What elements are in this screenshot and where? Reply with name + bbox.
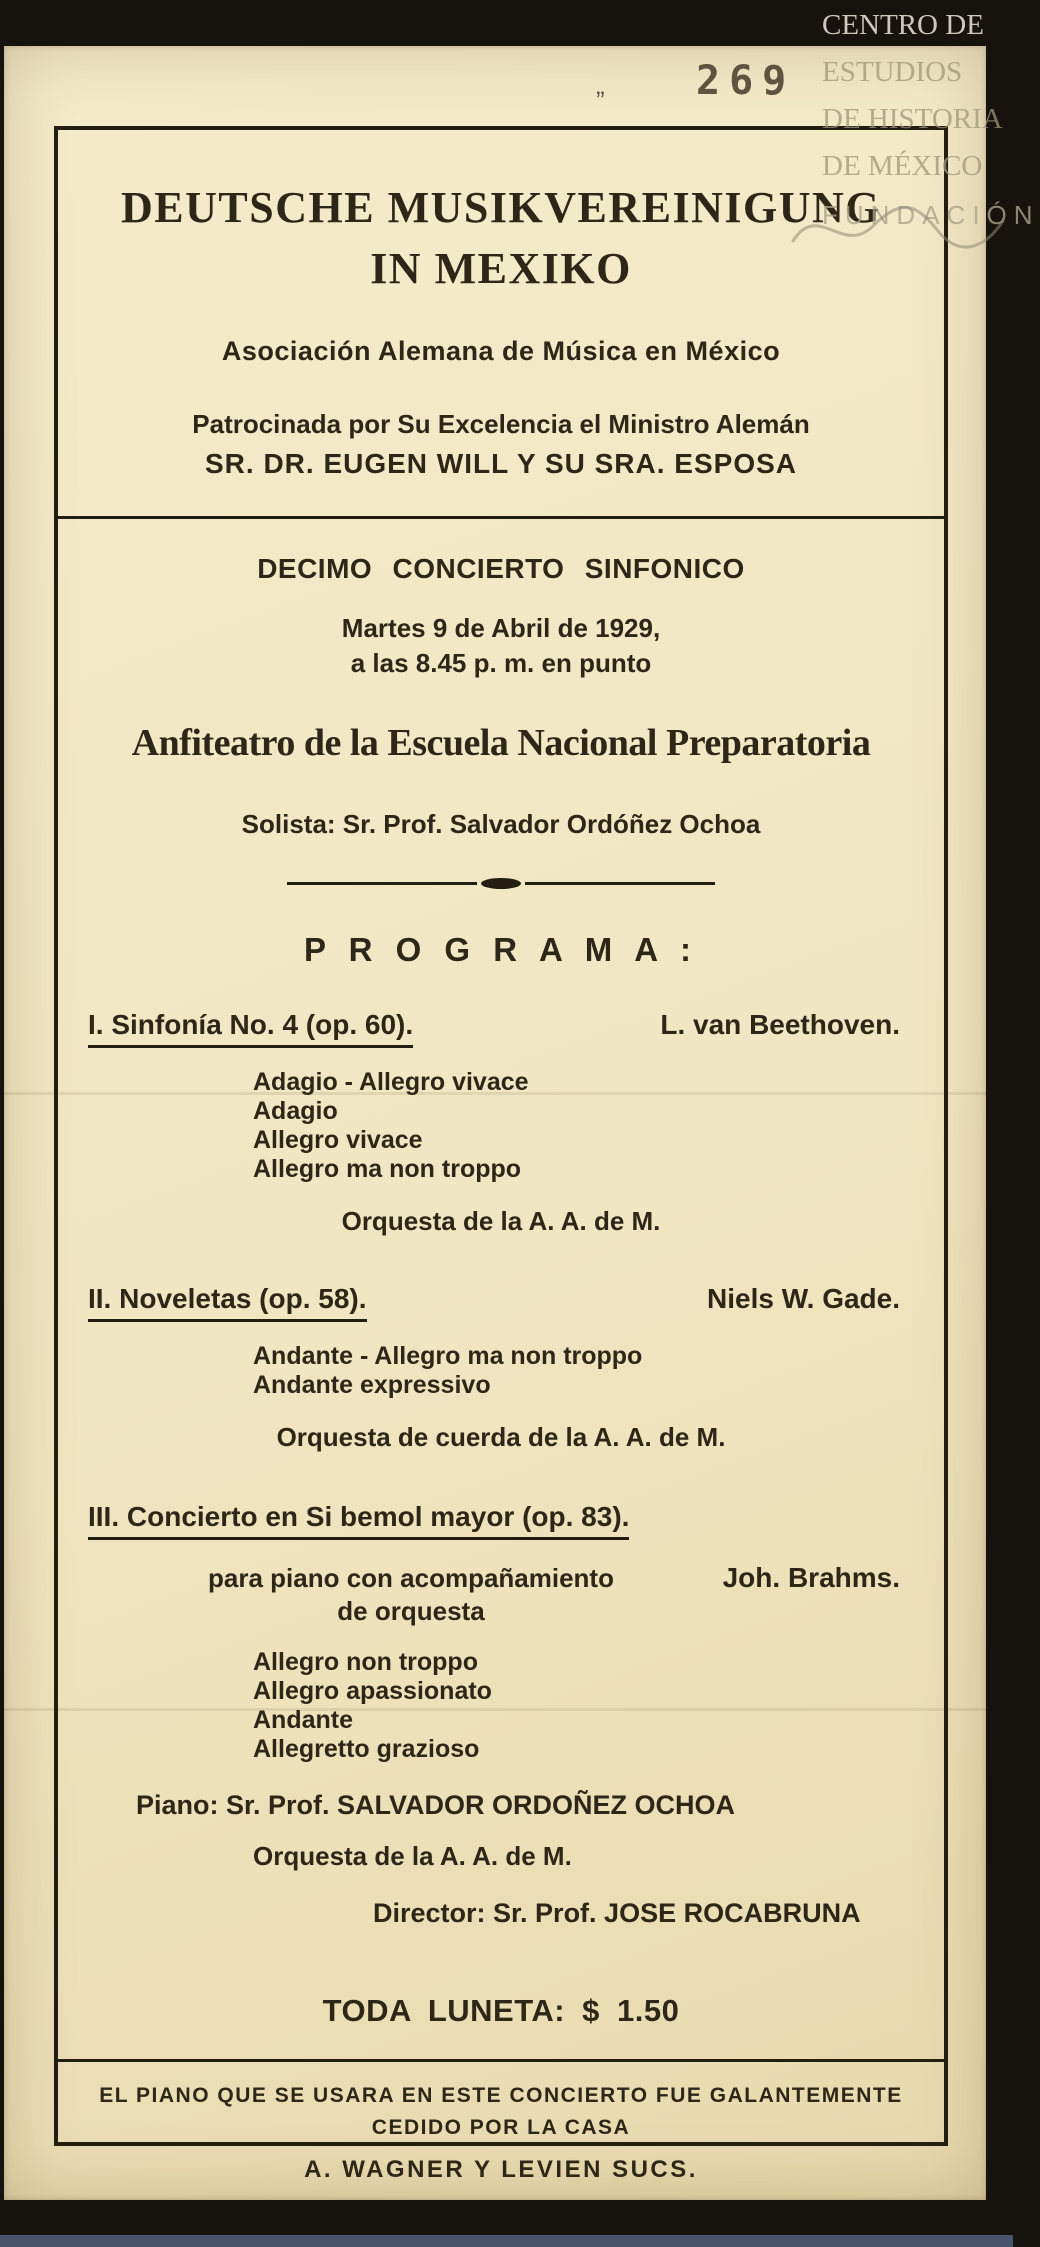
movement-line: Andante - Allegro ma non troppo [253, 1342, 643, 1370]
signature-mark [788, 196, 1008, 266]
program-item-3-title: III. Concierto en Si bemol mayor (op. 83). [88, 1501, 629, 1540]
program-item-1-movements [253, 1068, 944, 1184]
movement-line: Allegro apassionato [253, 1677, 492, 1705]
program-item-3-header [58, 1501, 944, 1540]
association-subtitle: Asociación Alemana de Música en México [221, 336, 781, 366]
ticket-price-line: TODA LUNETA: $ 1.50 [322, 1993, 680, 2028]
concert-title: DECIMO CONCIERTO SINFONICO [257, 553, 745, 584]
program-item-3-movements [253, 1648, 944, 1764]
program-title-line1: DEUTSCHE MUSIKVEREINIGUNG [121, 183, 881, 232]
final-ensemble-line: Orquesta de la A. A. de M. [253, 1841, 572, 1871]
footer-line-3: A. WAGNER Y LEVIEN SUCS. [304, 2156, 698, 2183]
footer-line-1: EL PIANO QUE SE USARA EN ESTE CONCIERTO FUE GALANTEMENTE [99, 2084, 903, 2107]
movement-line: Allegro vivace [253, 1126, 423, 1154]
program-item-1-title: I. Sinfonía No. 4 (op. 60). [88, 1009, 413, 1048]
note-line-2: de orquesta [337, 1596, 485, 1626]
divider-line-left [287, 882, 477, 885]
watermark-line-3: DE HISTORIA [822, 103, 1003, 135]
ink-speck: „ [596, 70, 605, 100]
program-item-2-header [58, 1283, 944, 1322]
movement-line: Allegro ma non troppo [253, 1155, 522, 1183]
watermark-line-2: ESTUDIOS [822, 56, 963, 88]
watermark-foundation-line: FUNDACIÓN [822, 200, 1040, 230]
program-item-2-ensemble: Orquesta de cuerda de la A. A. de M. [276, 1422, 726, 1452]
program-title-line2: IN MEXIKO [370, 244, 632, 293]
movement-line: Allegretto grazioso [253, 1735, 480, 1763]
horizontal-rule-bottom [58, 2059, 944, 2062]
program-item-1-ensemble: Orquesta de la A. A. de M. [341, 1206, 661, 1236]
movement-line: Allegro non troppo [253, 1648, 478, 1676]
program-item-1-header [58, 1009, 944, 1048]
archive-number-stamp: 269 [696, 58, 796, 104]
note-line-1: para piano con acompañamiento [208, 1563, 614, 1593]
decorative-divider [58, 878, 944, 889]
movement-line: Adagio - Allegro vivace [253, 1068, 529, 1096]
program-item-2-title: II. Noveletas (op. 58). [88, 1283, 367, 1322]
director-line: Director: Sr. Prof. JOSE ROCABRUNA [373, 1898, 861, 1928]
watermark-line-1: CENTRO DE [822, 9, 984, 41]
movement-line: Andante expressivo [253, 1371, 491, 1399]
program-item-3-note-row [58, 1562, 944, 1628]
concert-date: Martes 9 de Abril de 1929, [341, 613, 661, 643]
footer-line-2: CEDIDO POR LA CASA [371, 2116, 631, 2139]
program-item-3-composer: Joh. Brahms. [722, 1562, 900, 1593]
soloist-line: Solista: Sr. Prof. Salvador Ordóñez Ochoa [241, 809, 761, 839]
divider-line-right [525, 882, 715, 885]
program-item-2-movements [253, 1342, 944, 1400]
scan-edge-strip [0, 2235, 1013, 2247]
movement-line: Andante [253, 1706, 353, 1734]
printed-border-frame [54, 126, 948, 2183]
patron-line: Patrocinada por Su Excelencia el Ministro Alemán [192, 409, 810, 439]
program-item-3-note [208, 1562, 614, 1628]
horizontal-rule-top [58, 516, 944, 519]
program-item-2-composer: Niels W. Gade. [707, 1283, 900, 1314]
patron-name-line: SR. DR. EUGEN WILL Y SU SRA. ESPOSA [205, 448, 797, 479]
concert-time: a las 8.45 p. m. en punto [350, 648, 652, 678]
program-item-1-composer: L. van Beethoven. [660, 1009, 900, 1040]
programa-heading: P R O G R A M A : [303, 931, 698, 968]
venue-name: Anfiteatro de la Escuela Nacional Preparatoria [131, 722, 871, 764]
watermark-line-4: DE MÉXICO [822, 150, 983, 182]
movement-line: Adagio [253, 1097, 338, 1125]
divider-lens-ornament [481, 878, 521, 889]
piano-credit-line: Piano: Sr. Prof. SALVADOR ORDOÑEZ OCHOA [136, 1790, 736, 1820]
paper-sheet [4, 46, 986, 2200]
